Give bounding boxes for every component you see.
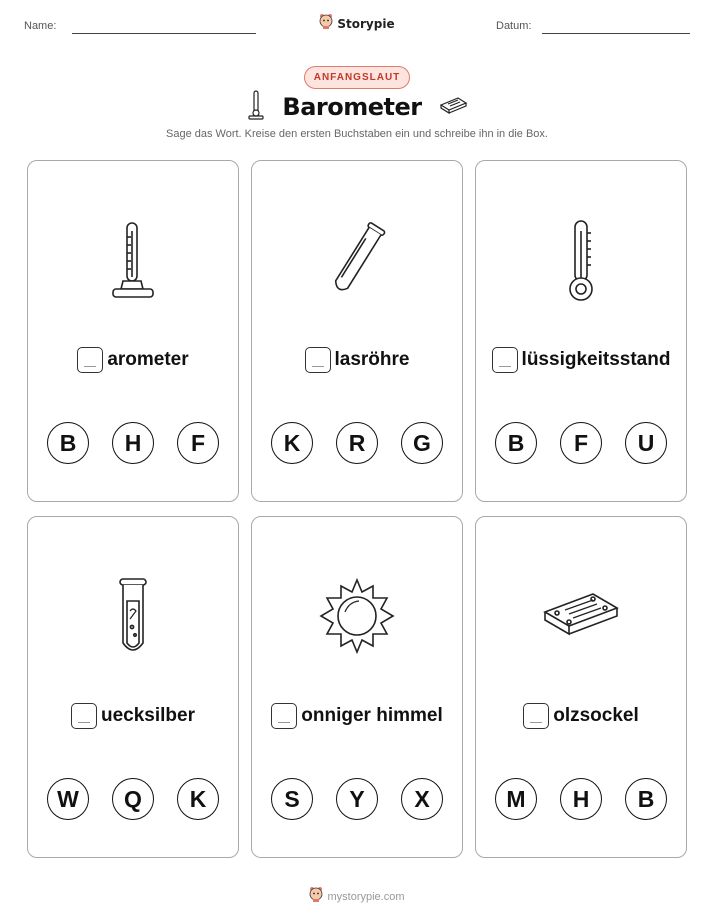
letter-choice[interactable]: B	[47, 422, 89, 464]
word-card	[251, 160, 463, 502]
letter-choice[interactable]: Q	[112, 778, 154, 820]
letter-choice[interactable]: X	[401, 778, 443, 820]
word-text: olzsockel	[553, 705, 639, 726]
letter-options	[47, 422, 219, 464]
letter-choice[interactable]: Y	[336, 778, 378, 820]
letter-options	[495, 778, 667, 820]
date-line[interactable]	[542, 33, 690, 34]
instructions: Sage das Wort. Kreise den ersten Buchstaben ein und schreibe ihn in die Box.	[166, 128, 548, 140]
storypie-mascot-icon	[319, 13, 333, 34]
word-card	[475, 160, 687, 502]
brand-logo	[0, 13, 714, 34]
word-text: uecksilber	[101, 705, 195, 726]
letter-choice[interactable]: B	[495, 422, 537, 464]
footer-url: mystorypie.com	[327, 890, 405, 903]
name-label: Name:	[24, 20, 57, 32]
answer-box[interactable]	[71, 703, 97, 729]
answer-box[interactable]	[523, 703, 549, 729]
letter-choice[interactable]: U	[625, 422, 667, 464]
page-title: Barometer	[282, 93, 422, 121]
barometer-icon	[246, 89, 266, 126]
answer-box[interactable]	[305, 347, 331, 373]
category-badge: ANFANGSLAUT	[304, 66, 411, 89]
word-card	[251, 516, 463, 858]
answer-box[interactable]	[492, 347, 518, 373]
word-card	[475, 516, 687, 858]
word-row	[28, 703, 238, 729]
word-text: arometer	[107, 349, 189, 370]
wooden-base-icon	[476, 573, 686, 659]
word-text: lüssigkeitsstand	[521, 349, 671, 370]
storypie-mascot-icon	[309, 886, 323, 907]
letter-choice[interactable]: F	[560, 422, 602, 464]
letter-choice[interactable]: F	[177, 422, 219, 464]
word-row	[476, 703, 686, 729]
letter-options	[271, 778, 443, 820]
answer-box[interactable]	[271, 703, 297, 729]
word-text: lasröhre	[334, 349, 410, 370]
wooden-base-icon	[438, 95, 468, 120]
letter-choice[interactable]: B	[625, 778, 667, 820]
mercury-test-tube-icon	[28, 573, 238, 659]
letter-choice[interactable]: G	[401, 422, 443, 464]
barometer-icon	[28, 217, 238, 303]
footer	[0, 886, 714, 907]
letter-options	[271, 422, 443, 464]
word-row	[252, 703, 462, 729]
letter-choice[interactable]: M	[495, 778, 537, 820]
letter-options	[495, 422, 667, 464]
letter-choice[interactable]: H	[112, 422, 154, 464]
word-row	[28, 347, 238, 373]
letter-choice[interactable]: W	[47, 778, 89, 820]
letter-choice[interactable]: R	[336, 422, 378, 464]
sun-icon	[252, 573, 462, 659]
letter-choice[interactable]: H	[560, 778, 602, 820]
word-card	[27, 516, 239, 858]
brand-name: Storypie	[337, 16, 395, 31]
letter-options	[47, 778, 219, 820]
thermometer-icon	[476, 217, 686, 303]
word-text: onniger himmel	[301, 705, 443, 726]
letter-choice[interactable]: K	[271, 422, 313, 464]
answer-box[interactable]	[77, 347, 103, 373]
word-card	[27, 160, 239, 502]
word-row	[252, 347, 462, 373]
date-label: Datum:	[496, 20, 532, 32]
glass-tube-icon	[252, 217, 462, 303]
letter-choice[interactable]: S	[271, 778, 313, 820]
word-row	[476, 347, 686, 373]
title-row	[0, 90, 714, 124]
letter-choice[interactable]: K	[177, 778, 219, 820]
